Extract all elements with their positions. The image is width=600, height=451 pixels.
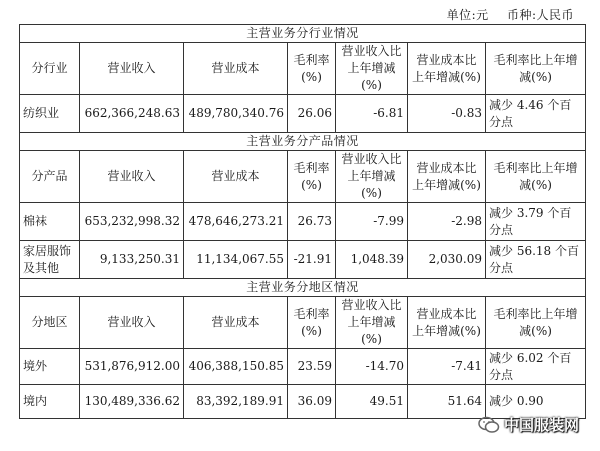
column-header: 营业成本 xyxy=(184,151,288,203)
table-cell: 49.51 xyxy=(336,385,408,419)
column-header: 营业成本比上年增减(%) xyxy=(408,151,486,203)
row-label: 棉袜 xyxy=(20,203,80,241)
wechat-logo-icon xyxy=(478,416,500,434)
table-cell: 26.06 xyxy=(288,95,336,133)
table-row xyxy=(20,349,586,385)
table-cell: 9,133,250.31 xyxy=(80,241,184,279)
column-header: 营业收入 xyxy=(80,43,184,95)
column-header: 营业收入比上年增减(%) xyxy=(336,43,408,95)
table-cell: 531,876,912.00 xyxy=(80,349,184,385)
table-cell: -2.98 xyxy=(408,203,486,241)
column-header: 营业收入 xyxy=(80,297,184,349)
table-cell: 478,646,273.21 xyxy=(184,203,288,241)
section-title: 主营业务分产品情况 xyxy=(20,133,586,151)
table-cell: 11,134,067.55 xyxy=(184,241,288,279)
column-header: 营业成本比上年增减(%) xyxy=(408,297,486,349)
table-cell: 489,780,340.76 xyxy=(184,95,288,133)
unit-label: 单位:元 xyxy=(446,8,489,22)
table-cell: 减少 56.18 个百分点 xyxy=(486,241,586,279)
table-cell: 减少 3.79 个百分点 xyxy=(486,203,586,241)
unit-line xyxy=(447,6,574,23)
table-cell: 26.73 xyxy=(288,203,336,241)
column-header: 毛利率(%) xyxy=(288,43,336,95)
section-title-row xyxy=(20,133,586,151)
row-label: 家居服饰及其他 xyxy=(20,241,80,279)
table-row xyxy=(20,95,586,133)
currency-label: 币种:人民币 xyxy=(506,8,574,22)
table-cell: 减少 0.90 xyxy=(486,385,586,419)
table-cell: 减少 4.46 个百分点 xyxy=(486,95,586,133)
column-header: 毛利率(%) xyxy=(288,297,336,349)
table-cell: -7.99 xyxy=(336,203,408,241)
table-cell: 653,232,998.32 xyxy=(80,203,184,241)
table-cell: 83,392,189.91 xyxy=(184,385,288,419)
table-cell: -14.70 xyxy=(336,349,408,385)
column-header: 分产品 xyxy=(20,151,80,203)
section-title: 主营业务分地区情况 xyxy=(20,279,586,297)
table-cell: -0.83 xyxy=(408,95,486,133)
table-cell: 662,366,248.63 xyxy=(80,95,184,133)
financial-table xyxy=(19,24,586,419)
table-row xyxy=(20,203,586,241)
column-header: 分行业 xyxy=(20,43,80,95)
table-cell: -7.41 xyxy=(408,349,486,385)
table-cell: 2,030.09 xyxy=(408,241,486,279)
table-cell: -6.81 xyxy=(336,95,408,133)
section-title-row xyxy=(20,279,586,297)
table-cell: 1,048.39 xyxy=(336,241,408,279)
column-header: 毛利率比上年增减(%) xyxy=(486,151,586,203)
table-cell: 36.09 xyxy=(288,385,336,419)
column-header: 分地区 xyxy=(20,297,80,349)
row-label: 纺织业 xyxy=(20,95,80,133)
header-row xyxy=(20,297,586,349)
watermark-text: 中国服装网 xyxy=(504,416,580,434)
table-cell: 406,388,150.85 xyxy=(184,349,288,385)
column-header: 毛利率比上年增减(%) xyxy=(486,43,586,95)
table-cell: 130,489,336.62 xyxy=(80,385,184,419)
table-cell: 51.64 xyxy=(408,385,486,419)
column-header: 营业收入比上年增减(%) xyxy=(336,151,408,203)
table-row xyxy=(20,241,586,279)
table-cell: 减少 6.02 个百分点 xyxy=(486,349,586,385)
header-row xyxy=(20,151,586,203)
column-header: 营业收入 xyxy=(80,151,184,203)
column-header: 营业成本 xyxy=(184,43,288,95)
table-cell: 23.59 xyxy=(288,349,336,385)
column-header: 毛利率(%) xyxy=(288,151,336,203)
column-header: 营业成本 xyxy=(184,297,288,349)
table-cell: -21.91 xyxy=(288,241,336,279)
column-header: 毛利率比上年增减(%) xyxy=(486,297,586,349)
header-row xyxy=(20,43,586,95)
column-header: 营业成本比上年增减(%) xyxy=(408,43,486,95)
section-title: 主营业务分行业情况 xyxy=(20,25,586,43)
column-header: 营业收入比上年增减(%) xyxy=(336,297,408,349)
row-label: 境内 xyxy=(20,385,80,419)
section-title-row xyxy=(20,25,586,43)
row-label: 境外 xyxy=(20,349,80,385)
watermark xyxy=(478,414,579,435)
